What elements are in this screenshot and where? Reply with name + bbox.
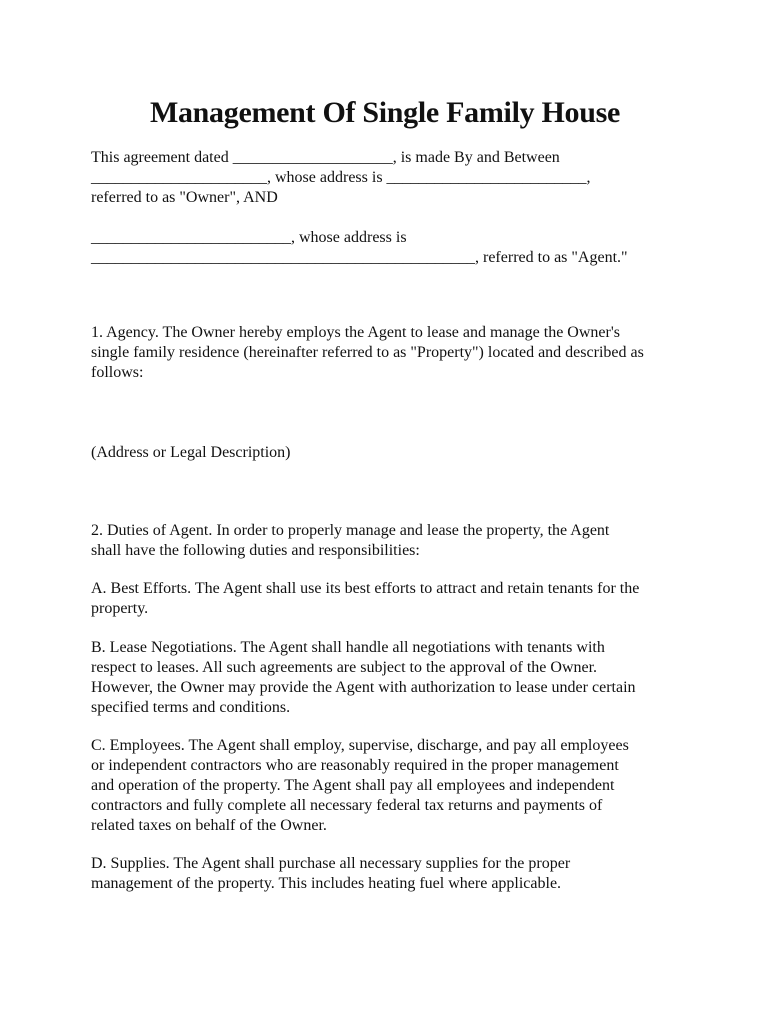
agent-party-paragraph <box>91 228 691 268</box>
document-title: Management Of Single Family House <box>149 96 621 129</box>
text-line: However, the Owner may provide the Agent with authorization to lease under certain <box>91 679 636 696</box>
text-line: ________________________________________________, referred to as "Agent." <box>91 249 628 266</box>
duty-a-best-efforts <box>91 579 691 619</box>
parties-paragraph <box>91 148 691 208</box>
duty-c-employees <box>91 736 691 836</box>
duty-d-supplies <box>91 854 691 894</box>
text-line: _________________________, whose address is <box>91 229 407 246</box>
text-line: D. Supplies. The Agent shall purchase all necessary supplies for the proper <box>91 855 571 872</box>
text-line: follows: <box>91 364 144 381</box>
text-line: shall have the following duties and responsibilities: <box>91 542 420 559</box>
text-line: 1. Agency. The Owner hereby employs the Agent to lease and manage the Owner's <box>91 324 620 341</box>
text-line: single family residence (hereinafter referred to as "Property") located and described as <box>91 344 644 361</box>
text-line: referred to as "Owner", AND <box>91 189 278 206</box>
text-line: C. Employees. The Agent shall employ, supervise, discharge, and pay all employees <box>91 737 629 754</box>
duty-b-lease-negotiations <box>91 638 691 718</box>
text-line: property. <box>91 600 149 617</box>
duties-section <box>91 521 691 561</box>
text-line: specified terms and conditions. <box>91 699 291 716</box>
text-line: A. Best Efforts. The Agent shall use its best efforts to attract and retain tenants for the <box>91 580 640 597</box>
text-line: related taxes on behalf of the Owner. <box>91 817 327 834</box>
text-line: B. Lease Negotiations. The Agent shall handle all negotiations with tenants with <box>91 639 605 656</box>
address-placeholder <box>91 443 691 463</box>
text-line: contractors and fully complete all necessary federal tax returns and payments of <box>91 797 603 814</box>
text-line: (Address or Legal Description) <box>91 444 291 461</box>
text-line: This agreement dated ____________________, is made By and Between <box>91 149 560 166</box>
text-line: 2. Duties of Agent. In order to properly manage and lease the property, the Agent <box>91 522 610 539</box>
text-line: management of the property. This includes heating fuel where applicable. <box>91 875 562 892</box>
text-line: respect to leases. All such agreements are subject to the approval of the Owner. <box>91 659 598 676</box>
text-line: and operation of the property. The Agent shall pay all employees and independent <box>91 777 615 794</box>
text-line: ______________________, whose address is _________________________, <box>91 169 591 186</box>
text-line: or independent contractors who are reasonably required in the proper management <box>91 757 619 774</box>
agency-section <box>91 323 691 383</box>
